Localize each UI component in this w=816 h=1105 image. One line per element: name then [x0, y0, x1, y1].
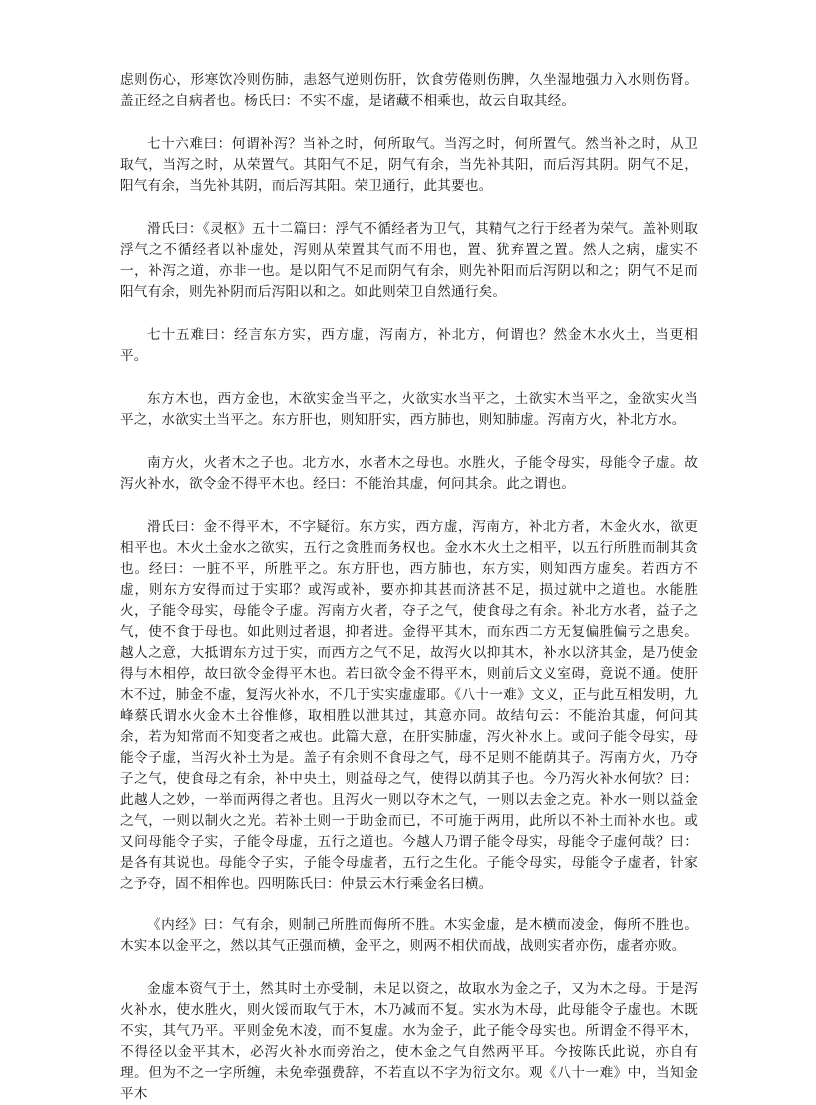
paragraph-hua-commentary-2: 滑氏曰：金不得平木，不字疑衍。东方实，西方虚，泻南方，补北方者，木金火水，欲更相平也。木火土金水之欲实，五行之贪胜而务权也。金水木火土之相平，以五行所胜而制其贪也。经曰：一脏不平，所胜平之。东方肝也，西方肺也，东方实，则知西方虚矣。若西方不虚，则东方安得而过于实耶？或泻或补，要亦抑其甚而济甚不足，损过就中之道也。水能胜火，子能令母实，母能令子虚。泻南方火者，夺子之气，使食母之有余。补北方水者，益子之气，使不食于母也。如此则过者退，抑者进。金得平其木，而东西二方无复偏胜偏亏之患矣。越人之意，大抵谓东方过于实，而西方之气不足，故泻火以抑其木，补水以济其金，是乃使金得与木相停，故曰欲令金得平木也。若曰欲令金不得平木，则前后文义室碍，竟说不通。使肝木不过，肺金不虚，复泻火补水，不几于实实虚虚耶。《八十一难》文义，正与此互相发明，九峰蔡氏谓水火金木土谷惟修，取相胜以泄其过，其意亦同。故结句云：不能治其虚，何问其余，若为知常而不知变者之戒也。此篇大意，在肝实肺虚，泻火补水上。或问子能令母实，母能令子虚，当泻火补土为是。盖子有余则不食母之气，母不足则不能荫其子。泻南方火，乃夺子之气，使食母之有余，补中央土，则益母之气，使得以荫其子也。今乃泻火补水何欤？曰：此越人之妙，一举而两得之者也。且泻火一则以夺木之气，一则以去金之克。补水一则以益金之气，一则以制火之光。若补土则一于助金而已，不可施于两用，此所以不补土而补水也。或又问母能令子实，子能令母虚，五行之道也。今越人乃谓子能令母实，母能令子虚何哉？曰：是各有其说也。母能令子实，子能令母虚者，五行之生化。子能令母实，母能令子虚者，针家之予夺，固不相侔也。四明陈氏曰：仲景云木行乘金名曰横。	[120, 519, 698, 892]
paragraph-hua-commentary-1: 滑氏曰：《灵枢》五十二篇曰：浮气不循经者为卫气，其精气之行于经者为荣气。盖补则取浮气之不循经者以补虚处，泻则从荣置其气而不用也，置、犹弃置之置。然人之病，虚实不一，补泻之道，亦非一也。是以阳气不足而阴气有余，则先补阳而后泻阴以和之；阴气不足而阳气有余，则先补阴而后泻阳以和之。如此则荣卫自然通行矣。	[120, 221, 698, 300]
paragraph-nan-75: 七十五难曰：经言东方实，西方虚，泻南方，补北方，何谓也？然金木水火土，当更相平。	[120, 327, 698, 364]
paragraph-continuation: 虑则伤心，形寒饮冷则伤肺，恚怒气逆则伤肝，饮食劳倦则伤脾，久坐湿地强力入水则伤肾。盖正经之自病者也。杨氏曰：不实不虚，是诸藏不相乘也，故云自取其经。	[120, 72, 698, 109]
paragraph-nan-76: 七十六难曰：何谓补泻？当补之时，何所取气。当泻之时，何所置气。然当补之时，从卫取气，当泻之时，从荣置气。其阳气不足，阴气有余，当先补其阳，而后泻其阴。阴气不足，阳气有余，当先补其阴，而后泻其阳。荣卫通行，此其要也。	[120, 136, 698, 194]
paragraph-metal-deficiency: 金虚本资气于土，然其时土亦受制，未足以资之，故取水为金之子，又为木之母。于是泻火补水，使水胜火，则火馁而取气于木，木乃减而不复。实水为木母，此母能令子虚也。木既不实，其气乃平。平则金免木凌，而不复虚。水为金子，此子能令母实也。所谓金不得平木，不得径以金平其木，必泻火补水而旁治之，使木金之气自然两平耳。今按陈氏此说，亦自有理。但为不之一字所缠，未免牵强费辞，不若直以不字为衍文尔。观《八十一难》中，当知金平木	[120, 981, 698, 1102]
paragraph-east-west: 东方木也，西方金也，木欲实金当平之，火欲实水当平之，土欲实木当平之，金欲实火当平之，水欲实土当平之。东方肝也，则知肝实，西方肺也，则知肺虚。泻南方火，补北方水。	[120, 391, 698, 428]
paragraph-south-north: 南方火，火者木之子也。北方水，水者木之母也。水胜火，子能令母实，母能令子虚。故泻火补水，欲令金不得平木也。经曰：不能治其虚，何问其余。此之谓也。	[120, 455, 698, 492]
paragraph-neijing: 《内经》曰：气有余，则制己所胜而侮所不胜。木实金虚，是木横而凌金，侮所不胜也。木实本以金平之，然以其气正强而横，金平之，则两不相伏而战，战则实者亦伤，虚者亦败。	[120, 917, 698, 954]
